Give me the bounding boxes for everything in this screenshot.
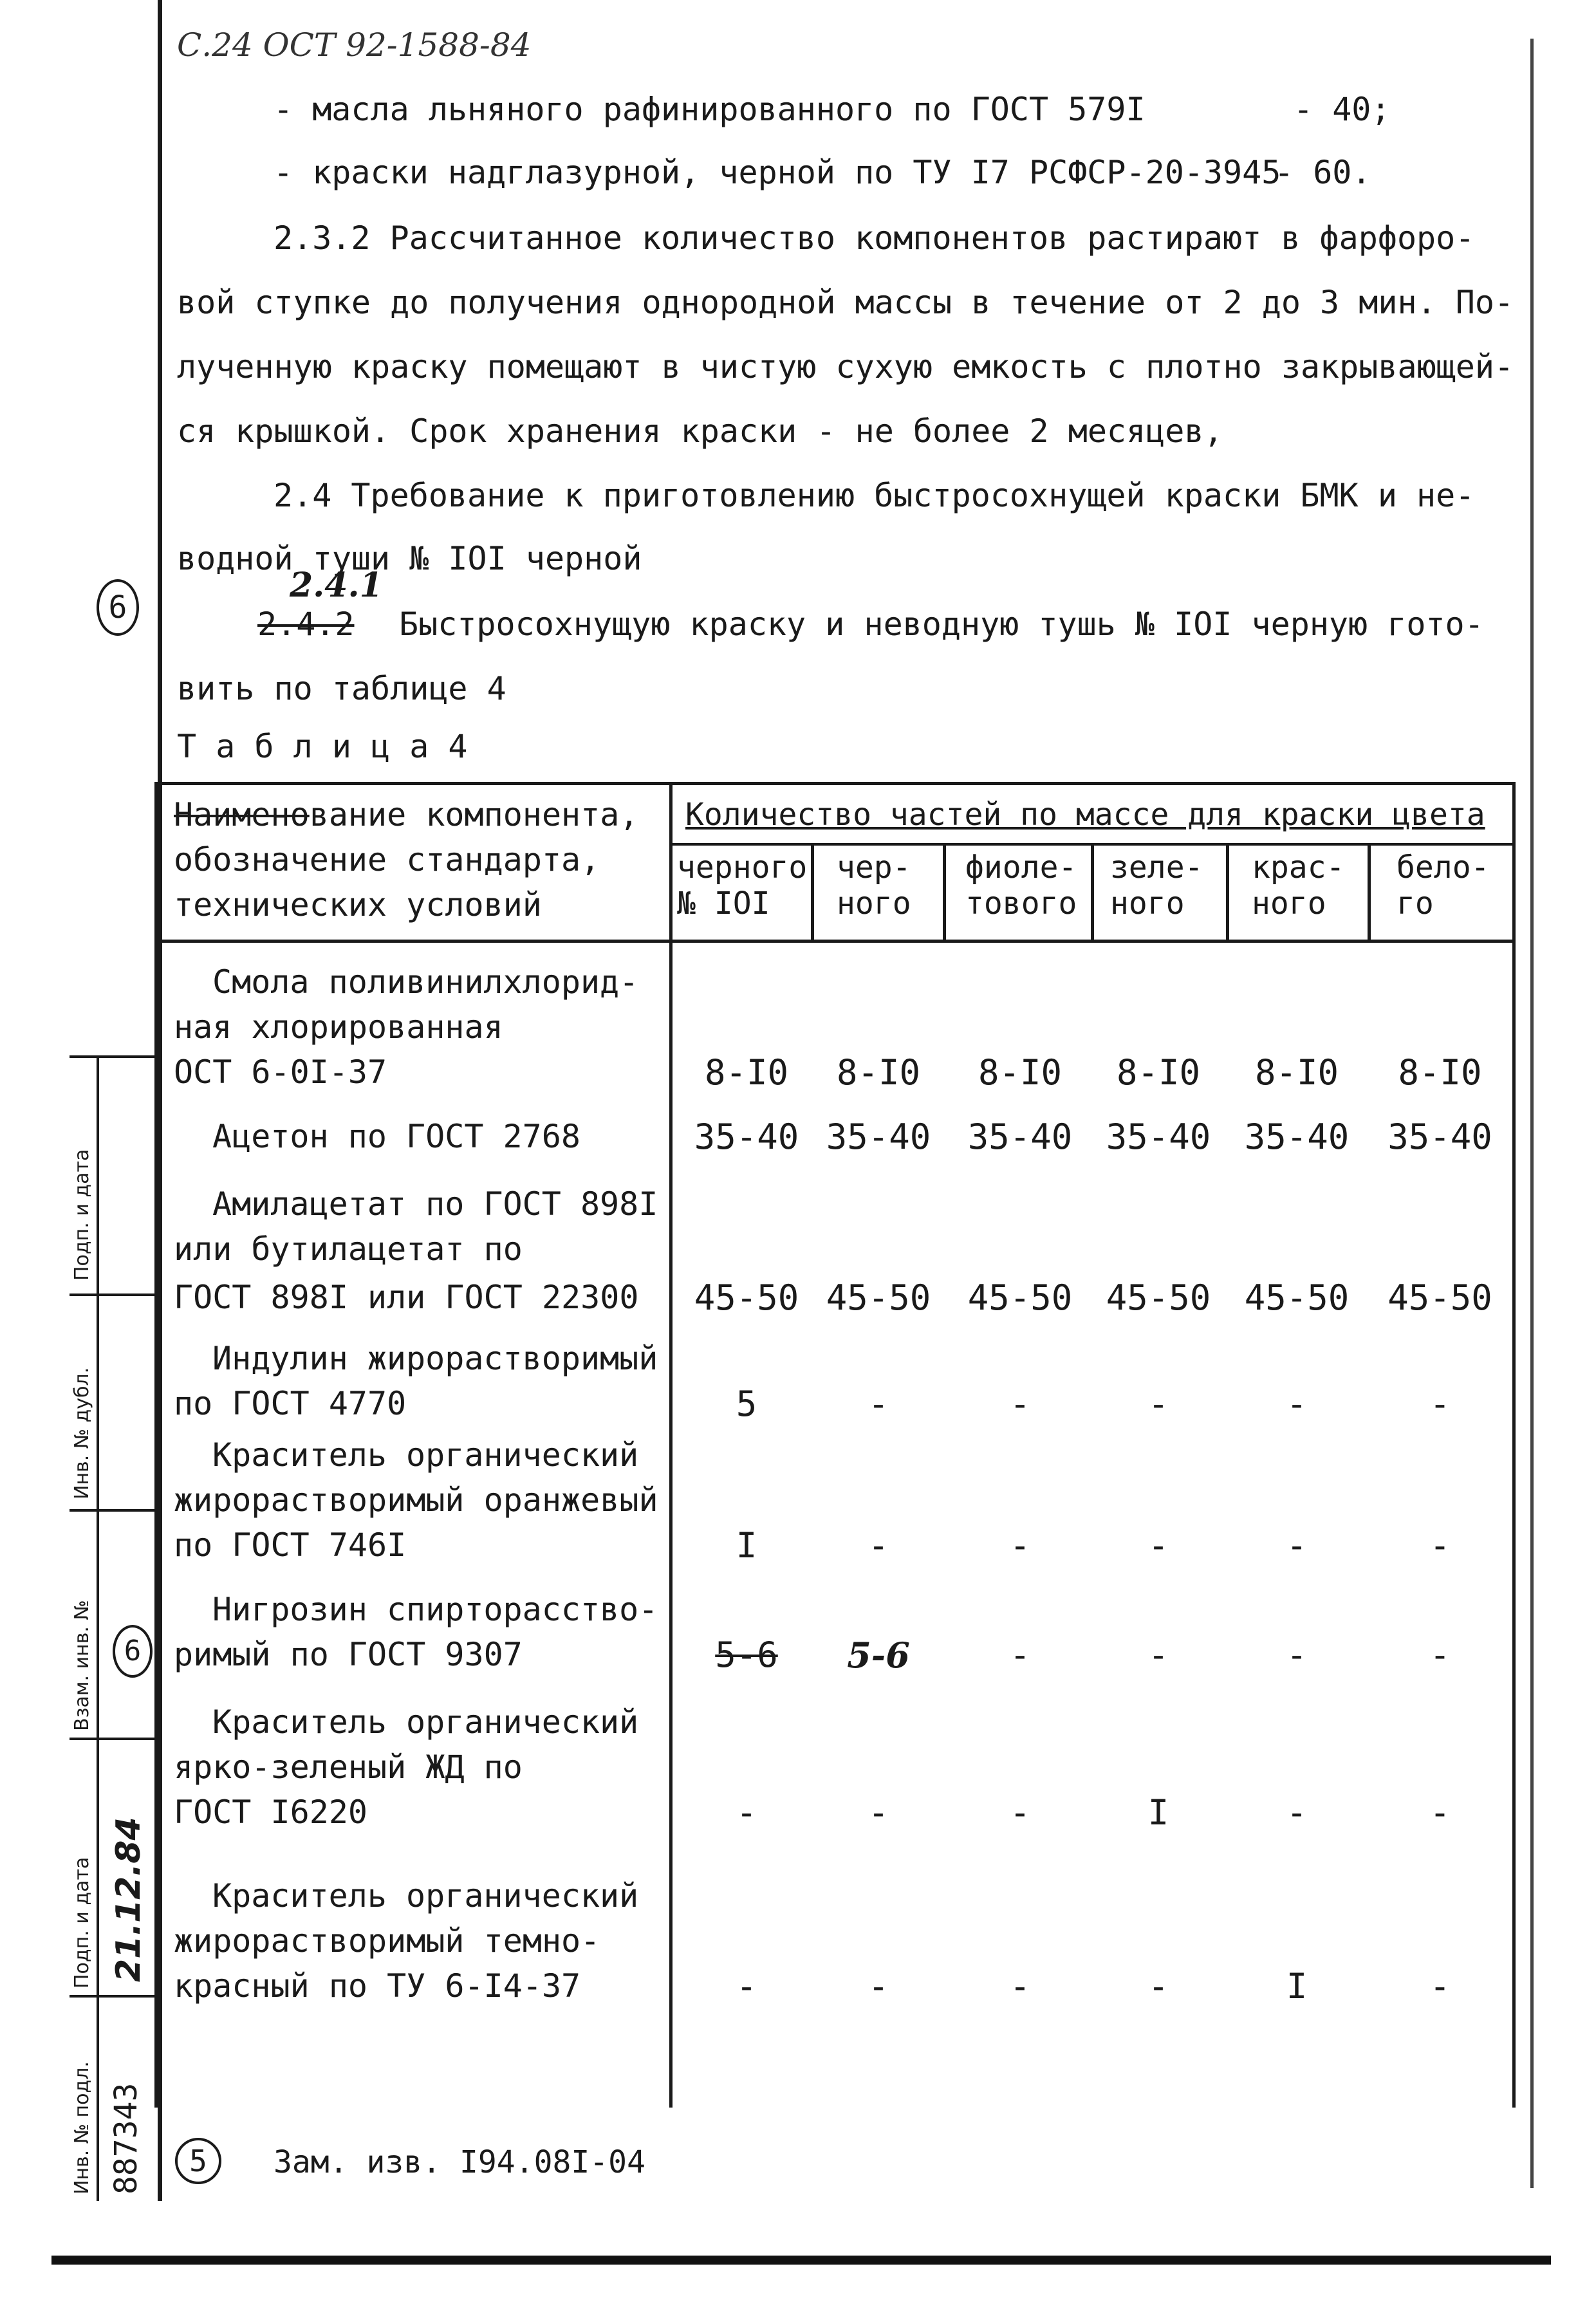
row-1-name-l2: ная хлорированная: [174, 1008, 503, 1046]
col-green-l1: зеле-: [1110, 849, 1203, 885]
margin-vertical-line: [158, 0, 162, 2201]
row-3-val-4: 45-50: [1106, 1277, 1211, 1318]
col-violet: [965, 849, 1077, 922]
stamp-divider-1: [70, 1055, 160, 1058]
row-1-val-5: 8-I0: [1254, 1052, 1339, 1093]
col-red: [1252, 849, 1345, 922]
row-5-val-3: -: [1009, 1525, 1031, 1566]
intro-line-2: - краски надглазурной, черной по ТУ I7 РСФСР-20-3945: [274, 154, 1281, 191]
row-5-name-l2: жирорастворимый оранжевый: [174, 1481, 658, 1519]
row-5-name-l1: Краситель органический: [212, 1436, 639, 1474]
col-white: [1396, 849, 1490, 922]
row-4-name-l1: Индулин жирорастворимый: [212, 1340, 658, 1377]
stamp-divider-3: [70, 1509, 160, 1512]
col-white-l1: бело-: [1396, 849, 1490, 885]
table-col-divider-4: [1226, 845, 1229, 941]
row-1-val-6: 8-I0: [1398, 1052, 1482, 1093]
row-8-val-5: I: [1286, 1966, 1308, 2007]
row-1-name-l3: ОСТ 6-0I-37: [174, 1053, 387, 1091]
row-3-name-l3: ГОСТ 898I или ГОСТ 22300: [174, 1279, 639, 1316]
row-7-val-6: -: [1429, 1792, 1451, 1833]
col-white-l2: го: [1396, 885, 1434, 922]
row-2-name-l1: Ацетон по ГОСТ 2768: [212, 1118, 580, 1155]
stamp-label-inv-dubl: Инв. № дубл.: [71, 1367, 93, 1499]
right-edge-line: [1530, 39, 1534, 2188]
row-4-val-5: -: [1286, 1384, 1308, 1424]
row-6-val-5: -: [1286, 1635, 1308, 1675]
col-black-101: [677, 849, 807, 922]
row-7-val-5: -: [1286, 1792, 1308, 1833]
col-red-l2: ного: [1252, 885, 1326, 922]
header-component-line-3: технических условий: [174, 886, 542, 923]
struck-clause-number: 2.4.2: [257, 606, 355, 643]
row-5-val-1: I: [736, 1525, 757, 1566]
col-violet-l2: тового: [965, 885, 1077, 922]
table-col-divider-1: [811, 845, 814, 941]
para-2-3-2-line-2: вой ступке до получения однородной массы в течение от 2 до 3 мин. По-: [177, 284, 1514, 321]
row-8-name-l2: жирорастворимый темно-: [174, 1922, 600, 1960]
stamp-label-inv-podl: Инв. № подл.: [71, 2061, 93, 2194]
stamp-label-vzam-inv: Взам. инв. №: [71, 1600, 93, 1731]
row-2-val-4: 35-40: [1106, 1117, 1211, 1157]
col-red-l1: крас-: [1252, 849, 1345, 885]
col-green: [1110, 849, 1203, 922]
row-1-val-2: 8-I0: [836, 1052, 921, 1093]
handwritten-clause-number: 2.4.1: [290, 566, 383, 605]
row-7-val-2: -: [868, 1792, 889, 1833]
para-2-3-2-line-1: 2.3.2 Рассчитанное количество компонентов растирают в фарфоро-: [274, 219, 1475, 257]
col-green-l2: ного: [1110, 885, 1185, 922]
row-5-val-2: -: [868, 1525, 889, 1566]
row-3-val-3: 45-50: [967, 1277, 1073, 1318]
stamp-signature-date: 21.12.84: [109, 1817, 148, 1982]
row-2-val-2: 35-40: [826, 1117, 931, 1157]
header-component-line-2: обозначение стандарта,: [174, 841, 600, 878]
col-black-l1: чер-: [837, 849, 911, 885]
components-table: [154, 782, 1516, 2108]
intro-amount-1: - 40;: [1294, 91, 1391, 128]
row-7-val-4: I: [1147, 1792, 1169, 1833]
row-3-name-l2: или бутилацетат по: [174, 1230, 523, 1268]
footer-change-text: Зам. изв. I94.08I-04: [274, 2144, 645, 2180]
stamp-label-podp-data-top: Подп. и дата: [71, 1149, 93, 1281]
row-6-val-6: -: [1429, 1635, 1451, 1675]
col-violet-l1: фиоле-: [965, 849, 1077, 885]
row-8-name-l1: Краситель органический: [212, 1877, 639, 1915]
table-title: Т а б л и ц а 4: [177, 728, 468, 765]
row-6-val-2-handwritten: 5-6: [847, 1635, 910, 1676]
row-4-val-2: -: [868, 1384, 889, 1424]
row-3-name-l1: Амилацетат по ГОСТ 898I: [212, 1185, 658, 1223]
row-1-val-1: 8-I0: [704, 1052, 789, 1093]
stamp-divider-5: [70, 1995, 160, 1998]
col-black: [837, 849, 911, 922]
row-7-val-3: -: [1009, 1792, 1031, 1833]
row-2-val-6: 35-40: [1387, 1117, 1492, 1157]
row-1-val-4: 8-I0: [1116, 1052, 1201, 1093]
row-4-val-1: 5: [736, 1384, 757, 1424]
row-6-name-l1: Нигрозин спирторасство-: [212, 1591, 658, 1628]
row-5-name-l3: по ГОСТ 746I: [174, 1526, 407, 1564]
row-7-name-l2: ярко-зеленый ЖД по: [174, 1748, 523, 1786]
stamp-inner-vline: [97, 1055, 99, 2201]
row-5-val-6: -: [1429, 1525, 1451, 1566]
table-col-divider-2: [943, 845, 946, 941]
para-2-4-line-1: 2.4 Требование к приготовлению быстросохнущей краски БМК и не-: [274, 477, 1475, 514]
row-8-val-2: -: [868, 1966, 889, 2007]
col-black-101-l2: № IOI: [677, 885, 770, 922]
row-5-val-5: -: [1286, 1525, 1308, 1566]
row-8-val-4: -: [1147, 1966, 1169, 2007]
header-struck-part: Наимено: [174, 796, 310, 833]
stamp-label-podp-data-bottom: Подп. и дата: [71, 1857, 93, 1989]
table-col-divider-name: [669, 782, 673, 2108]
table-col-divider-3: [1091, 845, 1094, 941]
stamp-divider-4: [70, 1738, 160, 1740]
table-header-bottom: [154, 940, 1516, 943]
intro-line-1: - масла льняного рафинированного по ГОСТ 579I: [274, 91, 1146, 128]
row-2-val-1: 35-40: [694, 1117, 799, 1157]
row-4-val-3: -: [1009, 1384, 1031, 1424]
row-5-val-4: -: [1147, 1525, 1169, 1566]
intro-amount-2: - 60.: [1274, 154, 1371, 191]
row-4-val-4: -: [1147, 1384, 1169, 1424]
para-2-4-1-line-2: вить по таблице 4: [177, 670, 506, 707]
row-8-name-l3: красный по ТУ 6-I4-37: [174, 1967, 581, 2005]
para-2-3-2-line-4: ся крышкой. Срок хранения краски - не более 2 месяцев,: [177, 413, 1223, 450]
stamp-divider-2: [70, 1293, 160, 1296]
row-1-val-3: 8-I0: [978, 1052, 1062, 1093]
header-component-rest: вание компонента,: [309, 796, 639, 833]
header-quantity: Количество частей по массе для краски цвета: [685, 797, 1485, 833]
header-component-line-1: [174, 795, 638, 835]
row-2-val-3: 35-40: [967, 1117, 1073, 1157]
stamp-inventory-number: 887343: [108, 2082, 144, 2194]
col-black-l2: ного: [837, 885, 911, 922]
row-7-name-l1: Краситель органический: [212, 1703, 639, 1741]
row-4-val-6: -: [1429, 1384, 1451, 1424]
para-2-4-1-line-1: Быстросохнущую краску и неводную тушь № IOI черную гото-: [399, 606, 1484, 643]
col-black-101-l1: черного: [677, 849, 808, 885]
page-bottom-rule: [51, 2256, 1551, 2265]
row-6-name-l2: римый по ГОСТ 9307: [174, 1636, 523, 1673]
table-col-divider-5: [1368, 845, 1371, 941]
row-2-val-5: 35-40: [1244, 1117, 1350, 1157]
row-8-val-6: -: [1429, 1966, 1451, 2007]
row-6-val-1-struck: 5-6: [715, 1635, 778, 1675]
row-7-name-l3: ГОСТ I6220: [174, 1794, 368, 1831]
row-4-name-l2: по ГОСТ 4770: [174, 1385, 407, 1422]
row-6-val-4: -: [1147, 1635, 1169, 1675]
header-doc-code: С.24 ОСТ 92-1588-84: [177, 26, 532, 64]
row-1-name-l1: Смола поливинилхлорид-: [212, 963, 639, 1001]
para-2-4-line-2: водной туши № IOI черной: [177, 540, 642, 577]
change-mark-circle-table: 6: [113, 1625, 153, 1678]
change-mark-circle: 6: [97, 579, 139, 636]
row-3-val-2: 45-50: [826, 1277, 931, 1318]
row-8-val-1: -: [736, 1966, 757, 2007]
para-2-3-2-line-3: лученную краску помещают в чистую сухую емкость с плотно закрывающей-: [177, 348, 1514, 385]
table-top-border: [154, 782, 1516, 785]
row-6-val-3: -: [1009, 1635, 1031, 1675]
row-8-val-3: -: [1009, 1966, 1031, 2007]
row-3-val-1: 45-50: [694, 1277, 799, 1318]
row-3-val-6: 45-50: [1387, 1277, 1492, 1318]
row-7-val-1: -: [736, 1792, 757, 1833]
footer-change-circle: 5: [175, 2138, 221, 2184]
table-right-border: [1512, 782, 1516, 2108]
row-3-val-5: 45-50: [1244, 1277, 1350, 1318]
